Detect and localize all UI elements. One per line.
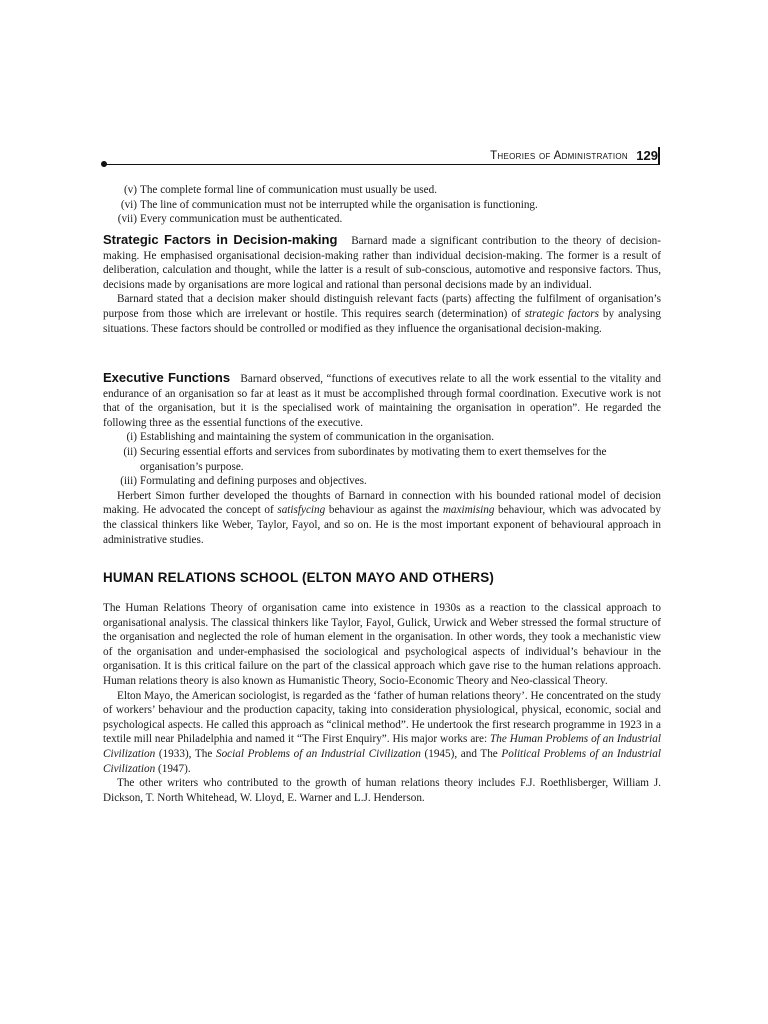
human-relations-paragraph-1: The Human Relations Theory of organisation came into existence in 1930s as a reaction to the classical approach to organisational analysis. The classical thinkers like Taylor, Fayol, Gulick, Urwick and Weber stressed the formal structure of the organisation and neglected the role of human element in the organisation. In other words, they took a mechanistic view of the organisation and under-emphasised the sociological and psychological aspects of individual’s behaviour in the organisation. It is this critical failure on the part of the classical approach which gave rise to the human relations approach. Human relations theory is also known as Humanistic Theory, Socio-Economic Theory and Neo-classical Theory.	[103, 602, 661, 687]
strategic-paragraph-2: Barnard stated that a decision maker should distinguish relevant facts (parts) affecting the fulfilment of organisation’s purpose from those which are irrelevant or hostile. This requires search (determination) of strategic factors by analysing situations. These factors should be controlled or modified as they influence the organisational decision-making.	[103, 293, 661, 335]
header-bullet-dot	[101, 161, 107, 167]
header-vertical-bar	[658, 147, 660, 165]
header-rule	[103, 164, 659, 165]
list-item: (i) Establishing and maintaining the system of communication in the organisation.	[126, 431, 495, 444]
section-title: HUMAN RELATIONS SCHOOL (ELTON MAYO AND OTHERS)	[103, 570, 495, 585]
page-number: 129	[636, 148, 658, 163]
running-header	[103, 150, 660, 164]
list-item: (vi) The line of communication must not be interrupted while the organisation is functioning.	[120, 198, 538, 211]
list-item: (vii) Every communication must be authenticated.	[117, 213, 343, 226]
list-item: (ii) Securing essential efforts and services from subordinates by motivating them to exert themselves for the organisation’s purpose.	[123, 445, 607, 473]
human-relations-body	[103, 601, 661, 805]
list-item: (iii) Formulating and defining purposes and objectives.	[120, 475, 367, 488]
section-heading: Executive Functions	[103, 370, 231, 385]
executive-functions-section	[103, 371, 661, 547]
strategic-factors-section	[103, 233, 661, 336]
human-relations-paragraph-3: The other writers who contributed to the growth of human relations theory includes F.J. Roethlisberger, William J. Dickson, T. North Whitehead, W. Lloyd, E. Warner and L.J. Henderson.	[103, 777, 661, 804]
list-item: (v) The complete formal line of communication must usually be used.	[123, 184, 438, 196]
communication-list	[103, 183, 661, 227]
executive-paragraph-2: Herbert Simon further developed the thoughts of Barnard in connection with his bounded rational model of decision making. He advocated the concept of satisfycing behaviour as against the maximising behaviour, which was advocated by the classical thinkers like Weber, Taylor, Fayol, and so on. He is the most important exponent of behavioural approach in administrative studies.	[103, 489, 661, 546]
executive-paragraph-1: Executive Functions Barnard observed, “functions of executives relate to all the work essential to the vitality and endurance of an organisation so far at least as it must be accomplished through formal coordination. Executive work is not that of the organisation, but it is the specialised work of maintaining the organisation in operation”. He regarded the following three as the essential functions of the executive.	[103, 370, 661, 429]
human-relations-paragraph-2: Elton Mayo, the American sociologist, is regarded as the ‘father of human relations theory’. He concentrated on the study of workers’ behaviour and the production capacity, taking into consideration physiological, physical, economic, social and psychological aspects. He called this approach as “clinical method”. He undertook the first research programme in 1923 in a textile mill near Philadelphia and named it “The First Enquiry”. His major works are: The Human Problems of an Industrial Civilization (1933), The Social Problems of an Industrial Civilization (1945), and The Political Problems of an Industrial Civilization (1947).	[103, 689, 661, 775]
section-heading: Strategic Factors in Decision-making	[103, 232, 338, 247]
communication-list-block	[103, 183, 661, 227]
human-relations-section	[103, 571, 661, 586]
running-title: Theories of Administration	[490, 150, 628, 162]
executive-functions-list	[103, 430, 661, 488]
strategic-paragraph-1: Strategic Factors in Decision-making Barnard made a significant contribution to the theory of decision-making. He emphasised organisational decision-making rather than individual decision-making. The former is a result of deliberation, calculation and thought, while the latter is a result of sub-conscious, automotive and responsive factors. Thus, decisions made by organisations are more logical and rational than personal decisions made by an individual.	[103, 232, 661, 291]
